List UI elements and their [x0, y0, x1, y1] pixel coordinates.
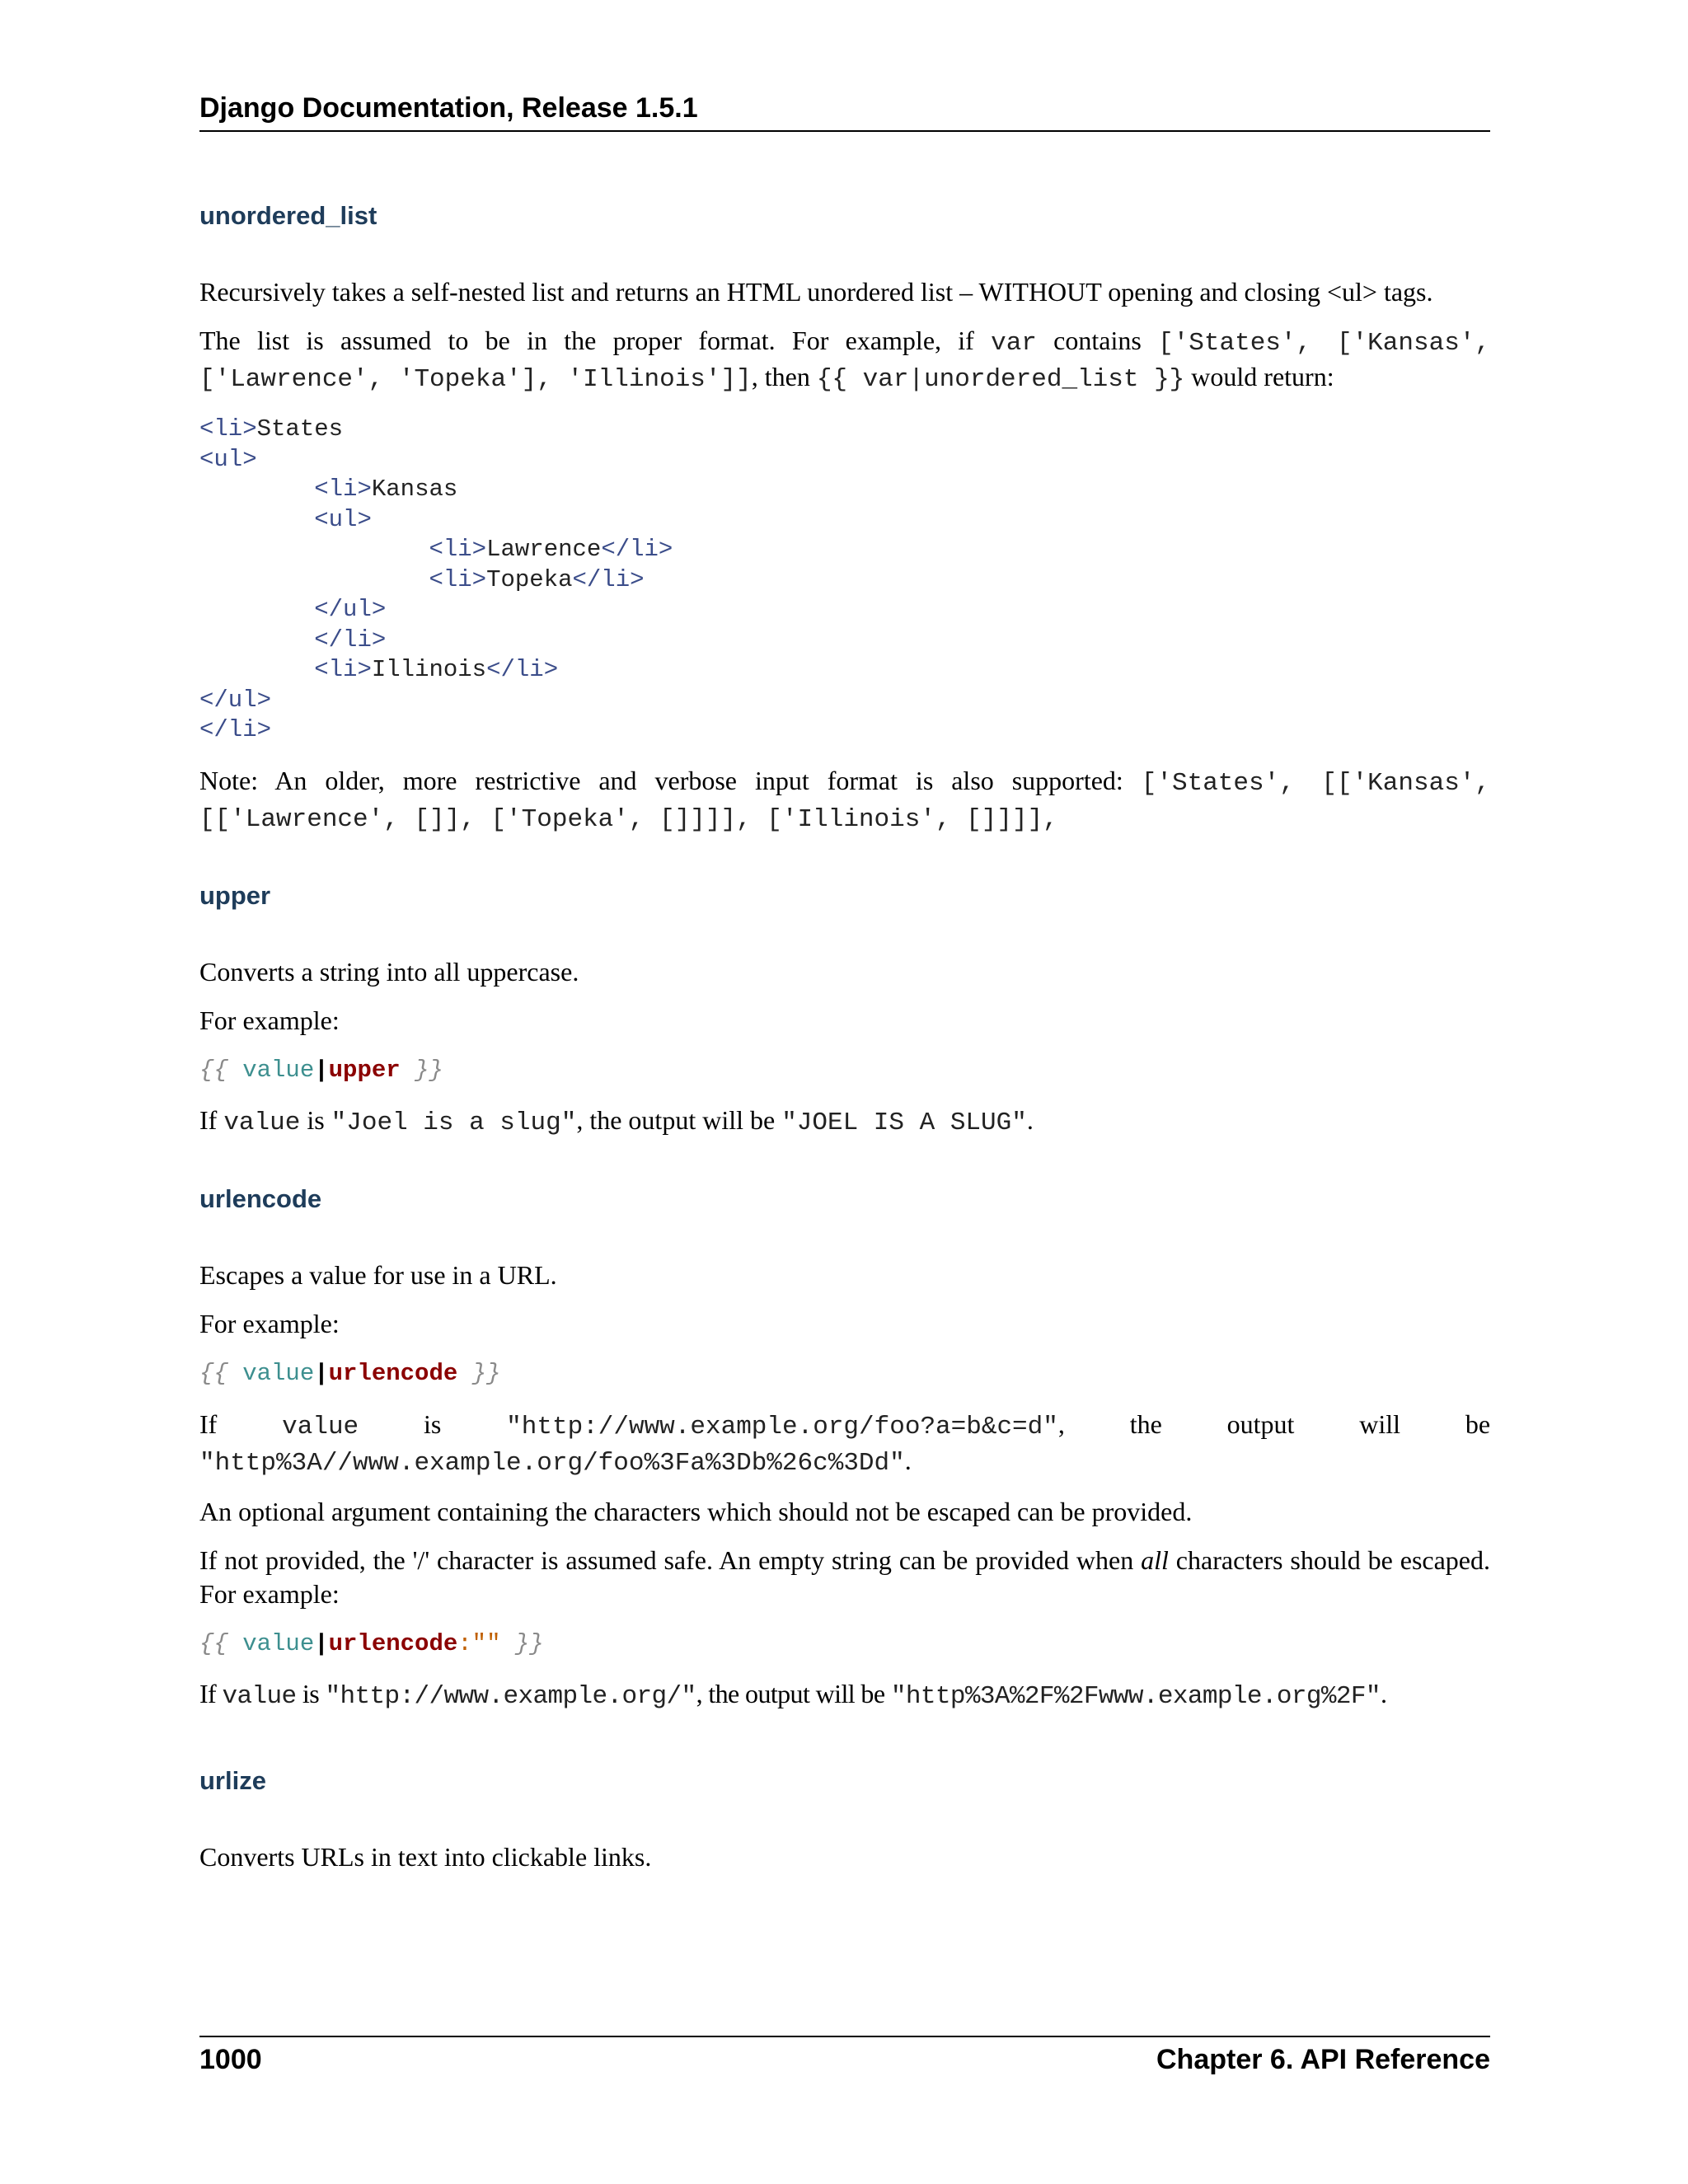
upper-description: Converts a string into all uppercase.: [199, 956, 579, 987]
urlize-description: Converts URLs in text into clickable links.: [199, 1842, 652, 1872]
section-heading-urlencode: urlencode: [199, 1184, 322, 1213]
code-line: [199, 476, 457, 503]
inline-code-value: value: [223, 1108, 301, 1137]
code-line: [199, 536, 673, 563]
inline-code-list-value: ['States', ['Kansas', ['Lawrence', 'Topeka'], 'Illinois']]: [199, 329, 1491, 394]
upper-result-paragraph: If value is "Joel is a slug", the output will be "JOEL IS A SLUG".: [199, 1105, 1034, 1137]
inline-code-input: "Joel is a slug": [331, 1108, 577, 1137]
upper-example-intro: For example:: [199, 1005, 340, 1035]
code-tag: <ul>: [314, 505, 372, 533]
code-line: [199, 566, 645, 593]
code-tag: <li>: [199, 415, 257, 443]
running-footer: [199, 2044, 1490, 2076]
code-tag: </li>: [486, 656, 559, 683]
unordered-list-description: Recursively takes a self-nested list and returns an HTML unordered list – WITHOUT opening and closing <ul> tags.: [199, 277, 1433, 307]
code-line: [199, 687, 271, 714]
code-tag: </ul>: [314, 596, 387, 623]
unordered-list-format-paragraph: The list is assumed to be in the proper format. For example, if var contains ['States', ['Kansas', ['Lawrence', 'Topeka'], 'Illinois']], then {{ var|unordered_list }} would return:: [199, 326, 1491, 394]
code-tag: </li>: [572, 565, 645, 593]
urlencode-result-paragraph-2: If value is "http://www.example.org/", the output will be "http%3A%2F%2Fwww.example.org%2F".: [199, 1679, 1387, 1711]
page-content: [199, 199, 1490, 1874]
chapter-title: Chapter 6. API Reference: [1156, 2044, 1490, 2075]
code-tag: <li>: [429, 536, 487, 563]
footer-rule: [199, 2036, 1490, 2037]
urlencode-optional-argument: An optional argument containing the characters which should not be escaped can be provided.: [199, 1496, 1193, 1526]
urlencode-result-paragraph: If value is "http://www.example.org/foo?a=b&c=d", the output will be "http%3A//www.example.org/foo%3Fa%3Db%26c%3Dd".: [199, 1408, 1491, 1478]
code-tag: <li>: [429, 565, 487, 593]
inline-code-value: value: [282, 1412, 359, 1441]
section-heading-urlize: urlize: [199, 1766, 266, 1795]
document-page: [199, 0, 1490, 2184]
running-header: Django Documentation, Release 1.5.1: [199, 92, 698, 124]
code-text: Illinois: [371, 656, 487, 683]
code-tag: </li>: [314, 626, 387, 654]
code-line: [199, 415, 343, 443]
code-example-upper: {{ value|upper }}: [199, 1056, 443, 1084]
code-line: [199, 506, 372, 533]
inline-code-input-url: "http://www.example.org/foo?a=b&c=d": [506, 1412, 1058, 1441]
urlencode-example-intro: For example:: [199, 1309, 340, 1338]
section-heading-unordered-list: unordered_list: [199, 201, 377, 230]
code-line: [199, 656, 558, 683]
inline-code-var: var: [991, 329, 1037, 358]
code-line: [199, 596, 386, 623]
code-text: States: [256, 415, 344, 443]
code-tag: </li>: [601, 536, 673, 563]
code-example-urlencode: {{ value|urlencode }}: [199, 1360, 501, 1387]
unordered-list-note: Note: An older, more restrictive and verbose input format is also supported: ['States', [['Kansas', [['Lawrence', []], ['Topeka', []]]], ['Illinois', []]]],: [199, 765, 1490, 834]
code-text: Lawrence: [486, 536, 602, 563]
inline-code-template: {{ var|unordered_list }}: [816, 365, 1185, 394]
inline-code-output: "JOEL IS A SLUG": [781, 1108, 1027, 1137]
code-tag: </ul>: [199, 686, 272, 714]
inline-code-output-url: "http%3A//www.example.org/foo%3Fa%3Db%26c%3Dd": [199, 1448, 905, 1478]
code-tag: <ul>: [199, 445, 257, 473]
code-tag: <li>: [314, 476, 372, 503]
inline-code-legacy-format: ['States', [['Kansas', [['Lawrence', []], ['Topeka', []]]], ['Illinois', []]]],: [199, 768, 1490, 834]
code-text: Topeka: [486, 565, 573, 593]
inline-code-input-url: "http://www.example.org/": [325, 1682, 696, 1711]
header-rule: [199, 130, 1490, 132]
code-tag: <li>: [314, 656, 372, 683]
code-line: [199, 446, 257, 473]
section-heading-upper: upper: [199, 880, 271, 910]
urlencode-description: Escapes a value for use in a URL.: [199, 1260, 557, 1290]
code-line: [199, 626, 386, 654]
code-line: [199, 716, 271, 743]
inline-code-output-url: "http%3A%2F%2Fwww.example.org%2F": [890, 1682, 1381, 1711]
code-tag: </li>: [199, 716, 272, 743]
code-text: Kansas: [371, 476, 458, 503]
page-number: 1000: [199, 2044, 262, 2075]
urlencode-safe-characters: If not provided, the '/' character is assumed safe. An empty string can be provided when all characters should be escaped. For example:: [199, 1544, 1491, 1609]
inline-code-value: value: [222, 1682, 297, 1711]
code-block-unordered-list-output: [199, 415, 1490, 746]
code-example-urlencode-empty-arg: {{ value|urlencode:"" }}: [199, 1629, 544, 1657]
